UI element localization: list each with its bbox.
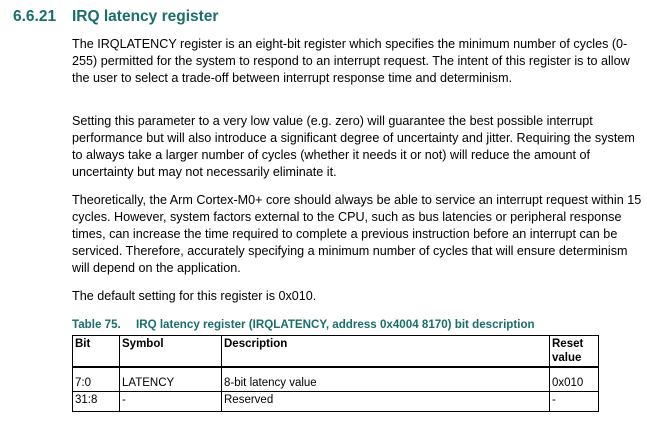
table-row	[73, 392, 599, 412]
cell-bit: 31:8	[73, 392, 120, 412]
table-header-row	[73, 336, 599, 368]
cell-description: Reserved	[222, 392, 550, 412]
table-caption	[72, 318, 535, 331]
cell-reset-value: 0x010	[550, 367, 599, 392]
table-number: Table 75.	[72, 318, 121, 331]
cell-description: 8-bit latency value	[222, 367, 550, 392]
cell-symbol: LATENCY	[120, 367, 222, 392]
cell-symbol: -	[120, 392, 222, 412]
table-row	[73, 367, 599, 392]
paragraph-default: The default setting for this register is 0x010.	[72, 289, 317, 303]
section-number: 6.6.21	[13, 8, 57, 25]
paragraph-intro: The IRQLATENCY register is an eight-bit register which specifies the minimum number of cycles (0-255) permitted for the system to respond to an interrupt request. The intent of this register is to allow the user to select a trade-off between interrupt response time and determinism.	[72, 37, 630, 85]
paragraph-low-value: Setting this parameter to a very low value (e.g. zero) will guarantee the best possible interrupt performance but will also introduce a significant degree of uncertainty and jitter. Requiring the system to always take a larger number of cycles (whether it needs it or not) will reduce the amount of uncertainty but may not necessarily eliminate it.	[72, 114, 635, 179]
bit-description-table	[72, 335, 599, 412]
section-heading	[13, 8, 218, 26]
table-caption-text: IRQ latency register (IRQLATENCY, address 0x4004 8170) bit description	[136, 318, 535, 331]
cell-reset-value: -	[550, 392, 599, 412]
section-title: IRQ latency register	[72, 8, 219, 25]
cell-bit: 7:0	[73, 367, 120, 392]
header-description: Description	[222, 336, 550, 368]
header-reset-value: Reset value	[550, 336, 599, 368]
paragraph-theory: Theoretically, the Arm Cortex-M0+ core should always be able to service an interrupt request within 15 cycles. However, system factors external to the CPU, such as bus latencies or peripheral response times, can increase the time required to complete a previous instruction before an interrupt can be serviced. Therefore, accurately specifying a minimum number of cycles that will ensure determinism will depend on the application.	[72, 193, 642, 275]
header-symbol: Symbol	[120, 336, 222, 368]
header-bit: Bit	[73, 336, 120, 368]
